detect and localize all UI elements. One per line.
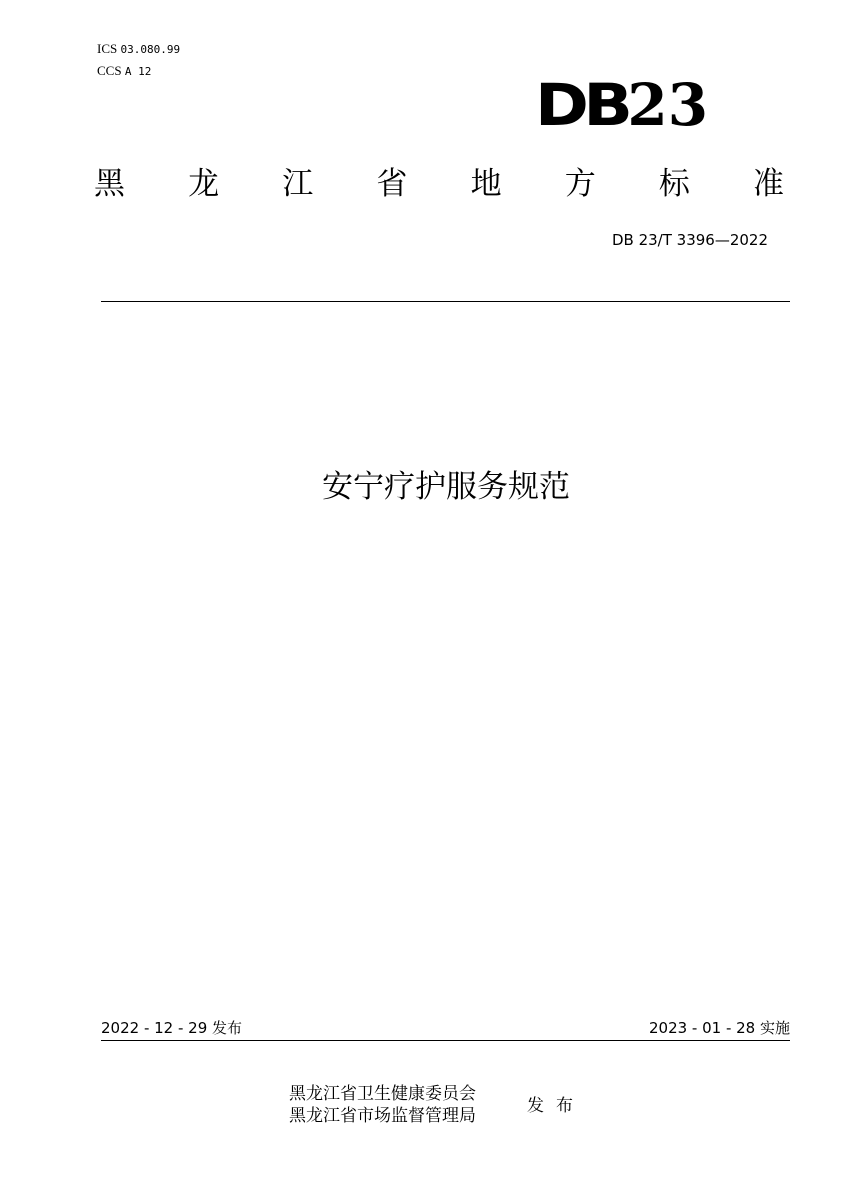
ccs-code	[97, 63, 151, 79]
issuing-agency: 黑龙江省卫生健康委员会	[289, 1084, 476, 1104]
standard-code: DB 23/T 3396—2022	[611, 231, 768, 249]
db23-logo	[535, 71, 709, 139]
ccs-label: CCS	[97, 63, 122, 78]
standard-type-char: 地	[470, 166, 502, 202]
bottom-divider	[101, 1040, 790, 1041]
issue-label	[527, 1095, 585, 1117]
db-logo-letters: DB	[535, 71, 628, 139]
standard-type-char: 龙	[188, 166, 220, 202]
issuing-agencies	[289, 1083, 476, 1127]
standard-type-char: 准	[752, 166, 784, 202]
issue-label-char: 布	[556, 1096, 573, 1116]
ics-label: ICS	[97, 41, 118, 56]
ics-code	[97, 41, 180, 57]
ics-value: 03.080.99	[120, 43, 181, 56]
standard-type-heading	[94, 160, 784, 208]
ccs-value: A 12	[124, 65, 152, 78]
implementation-date: 2023 - 01 - 28 实施	[648, 1019, 790, 1037]
issue-label-char: 发	[527, 1096, 544, 1116]
db-logo-number: 23	[627, 71, 709, 139]
standard-type-char: 黑	[94, 166, 125, 202]
issuing-agency: 黑龙江省市场监督管理局	[289, 1106, 476, 1126]
standard-type-char: 方	[564, 166, 596, 202]
standard-type-char: 江	[282, 166, 314, 202]
release-date: 2022 - 12 - 29 发布	[101, 1019, 243, 1037]
document-title: 安宁疗护服务规范	[322, 469, 570, 505]
standard-type-char: 标	[658, 166, 690, 202]
standard-type-char: 省	[376, 166, 408, 202]
top-divider	[101, 301, 790, 302]
